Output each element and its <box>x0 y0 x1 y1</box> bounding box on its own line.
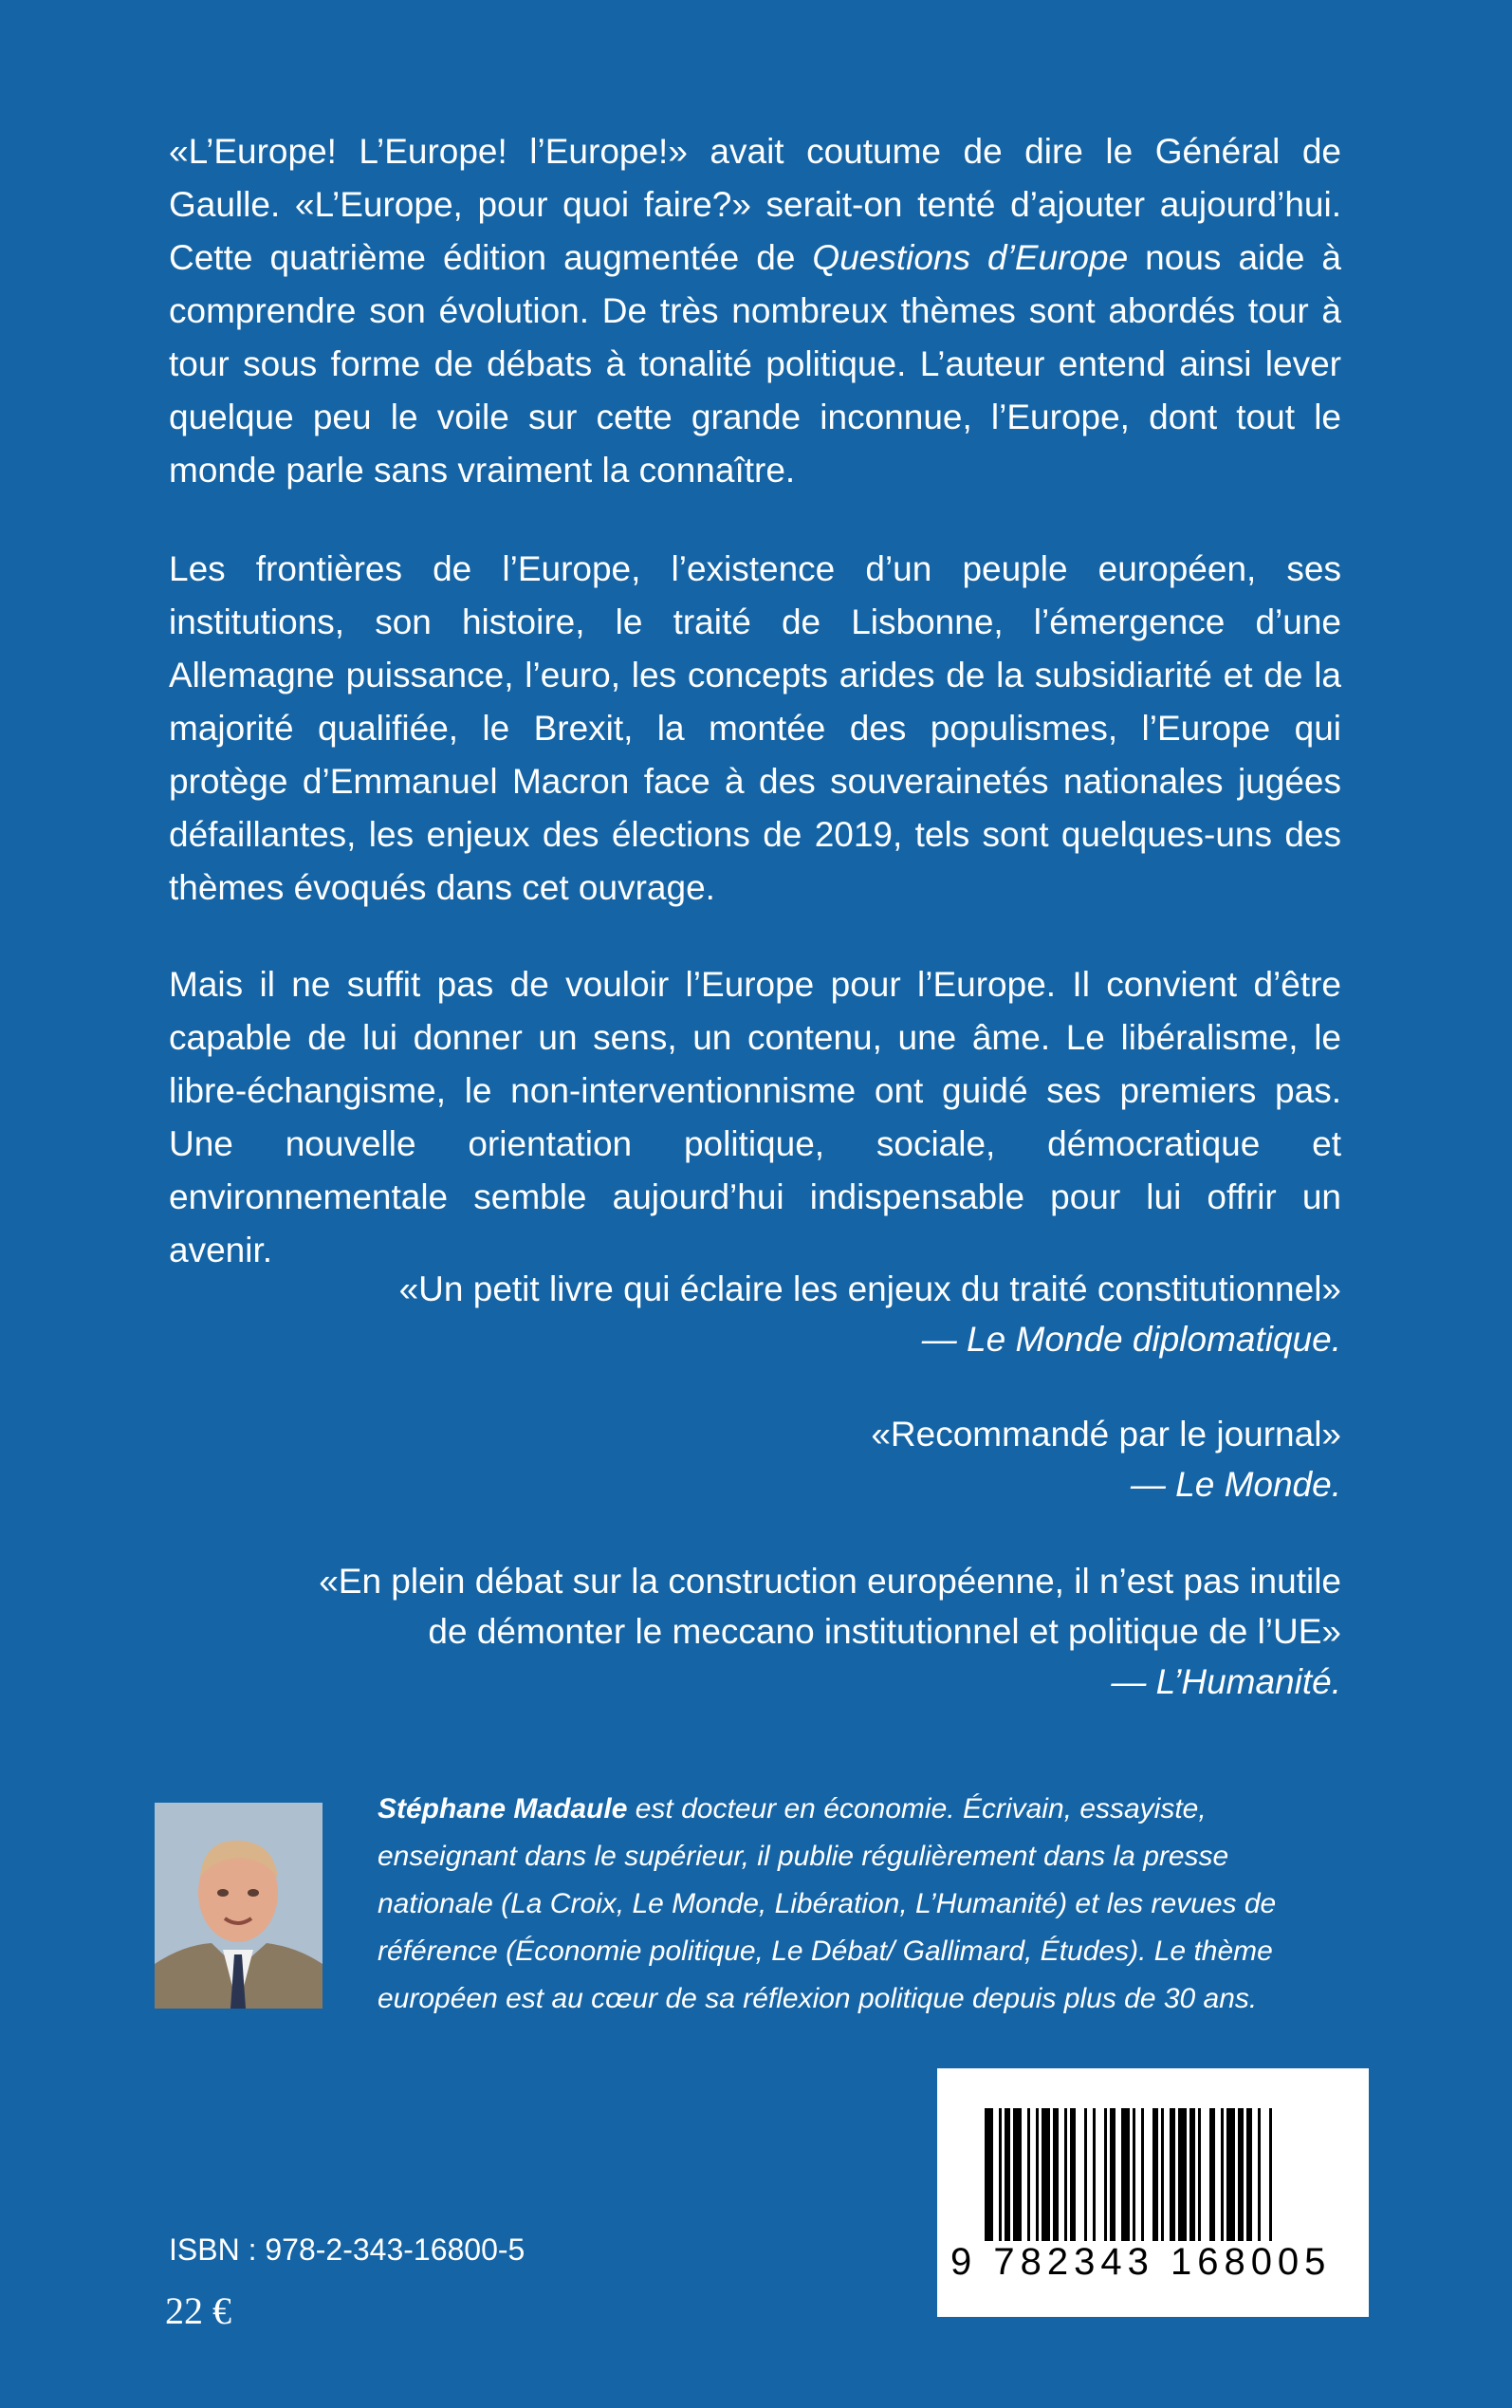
author-portrait-icon <box>155 1803 323 2009</box>
paragraph-conclusion: Mais il ne suffit pas de vouloir l’Europe pour l’Europe. Il convient d’être capable de lui donner un sens, un contenu, une âme. Le libéralisme, le libre-échangisme, le non-interventionnisme ont guidé ses premiers pas. Une nouvelle orientation politique, sociale, démocratique et environnementale semble aujourd’hui indispensable pour lui offrir un avenir. <box>169 965 1341 1269</box>
barcode-bar <box>1042 2108 1050 2241</box>
press-quote <box>298 1556 1341 1707</box>
paragraph-intro <box>169 125 1341 497</box>
barcode-bar <box>1036 2108 1039 2241</box>
author-photo <box>155 1803 323 2009</box>
barcode-bar <box>1013 2108 1022 2241</box>
barcode-bar <box>999 2108 1002 2241</box>
barcode-bar <box>1005 2108 1010 2241</box>
barcode-bar <box>1133 2108 1135 2241</box>
price: 22 € <box>165 2289 231 2332</box>
barcode-bar <box>1209 2108 1215 2241</box>
paragraph-intro-part1: «L’Europe! L’Europe! l’Europe!» avait coutume de dire le Général de Gaulle. «L’Europe, pour quoi faire?» serait-on tenté d’ajouter aujourd’hui. Cette quatrième édition augmentée de <box>169 132 1341 277</box>
paragraph-themes: Les frontières de l’Europe, l’existence d’un peuple européen, ses institutions, son histoire, le traité de Lisbonne, l’émergence d’une Allemagne puissance, l’euro, les concepts arides de la subsidiarité et de la majorité qualifiée, le Brexit, la montée des populismes, l’Europe qui protège d’Emmanuel Macron face à des souverainetés nationales jugées défaillantes, les enjeux des élections de 2019, tels sont quelques-uns des thèmes évoqués dans cet ouvrage. <box>169 549 1341 907</box>
barcode-bar <box>1226 2108 1235 2241</box>
barcode-bar <box>1161 2108 1164 2241</box>
barcode-bar <box>1198 2108 1201 2241</box>
press-quote <box>298 1409 1341 1510</box>
barcode-bar <box>1093 2108 1096 2241</box>
barcode-number: 9 782343 168005 <box>950 2241 1332 2283</box>
book-title: Questions d’Europe <box>812 238 1129 277</box>
quote-source: — Le Monde diplomatique. <box>921 1320 1341 1359</box>
author-bio-text: est docteur en économie. Écrivain, essayiste, enseignant dans le supérieur, il publie régulièrement dans la presse nationale (La Croix, Le Monde, Libération, L’Humanité) et les revues de référence (Économie politique, Le Débat/ Gallimard, Études). Le thème européen est au cœur de sa réflexion politique depuis plus de 30 ans. <box>378 1793 1277 2014</box>
barcode-bar <box>1189 2108 1195 2241</box>
barcode-bar <box>1064 2108 1067 2241</box>
quote-text: «Recommandé par le journal» <box>871 1415 1341 1454</box>
barcode-bar <box>1110 2108 1116 2241</box>
isbn: ISBN : 978-2-343-16800-5 <box>169 2232 526 2267</box>
barcode-bar <box>1053 2108 1059 2241</box>
author-bio <box>378 1786 1345 2023</box>
barcode-bar <box>1104 2108 1107 2241</box>
barcode-bar <box>1141 2108 1144 2241</box>
barcode-bar <box>1027 2108 1030 2241</box>
paragraph-intro-part2: nous aide à comprendre son évolution. De très nombreux thèmes sont abordés tour à tour sous forme de débats à tonalité politique. L’auteur entend ainsi lever quelque peu le voile sur cette grande inconnue, l’Europe, dont tout le monde parle sans vraiment la connaître. <box>169 238 1341 490</box>
press-quote <box>298 1264 1341 1364</box>
quote-text: «Un petit livre qui éclaire les enjeux du traité constitutionnel» <box>398 1269 1341 1308</box>
barcode-bar <box>1246 2108 1252 2241</box>
quote-source: — L’Humanité. <box>1111 1662 1341 1701</box>
author-name: Stéphane Madaule <box>378 1793 628 1825</box>
quote-text: «En plein débat sur la construction européenne, il n’est pas inutile de démonter le meccano institutionnel et politique de l’UE» <box>319 1562 1341 1651</box>
barcode-bar <box>1221 2108 1224 2241</box>
barcode-bar <box>1178 2108 1187 2241</box>
barcode-bar <box>1084 2108 1087 2241</box>
barcode-bar <box>1152 2108 1158 2241</box>
barcode-bar <box>1238 2108 1244 2241</box>
barcode-bar <box>985 2108 993 2241</box>
barcode-bar <box>1258 2108 1261 2241</box>
barcode <box>937 2068 1369 2317</box>
barcode-bar <box>1170 2108 1175 2241</box>
barcode-bar <box>1121 2108 1130 2241</box>
barcode-bar <box>1070 2108 1076 2241</box>
quote-source: — Le Monde. <box>1130 1465 1341 1504</box>
barcode-bar <box>1269 2108 1272 2241</box>
